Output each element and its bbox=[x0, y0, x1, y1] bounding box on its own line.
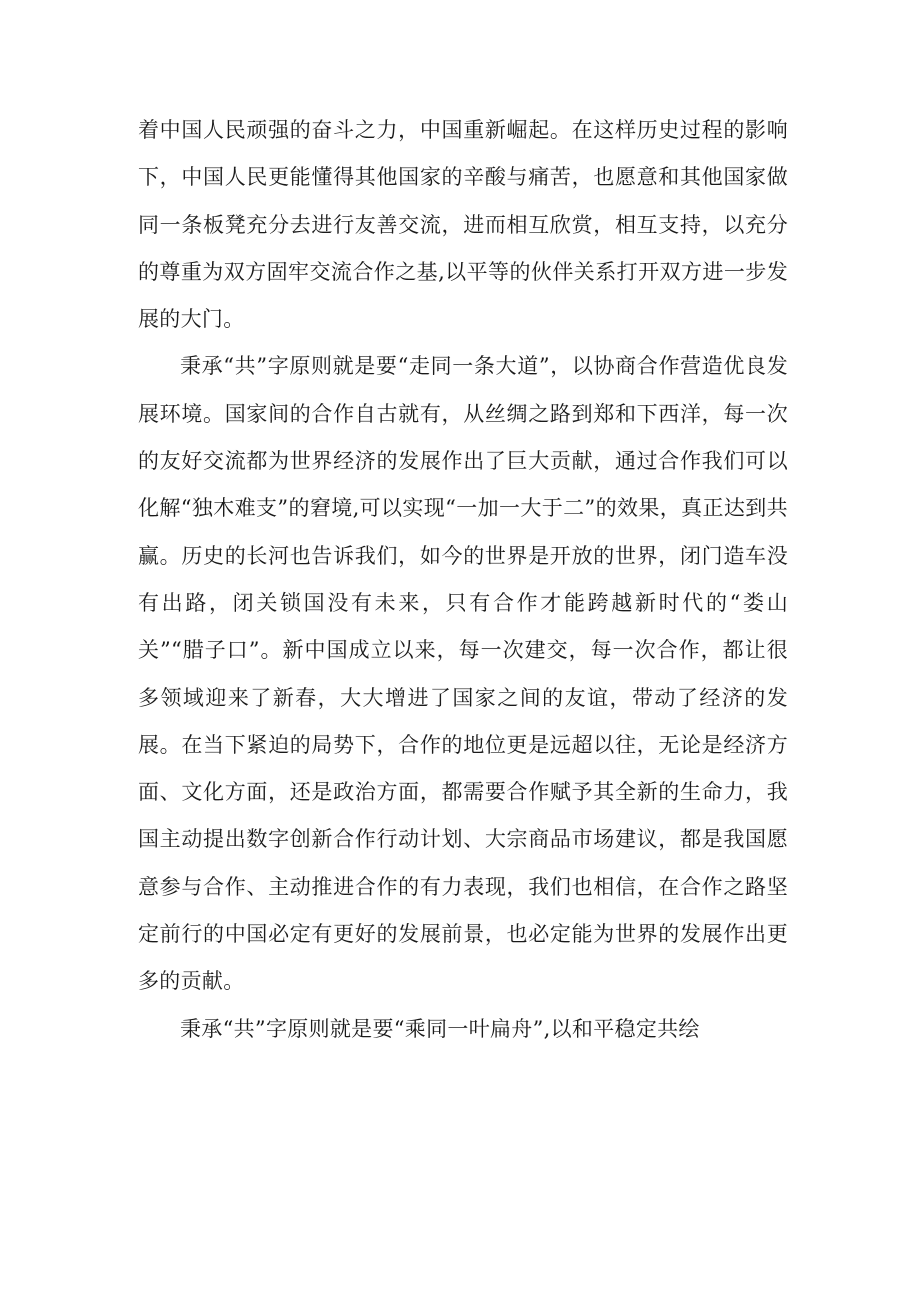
paragraph-same-boat: 秉承“共”字原则就是要“乘同一叶扁舟”,以和平稳定共绘 bbox=[180, 1016, 700, 1041]
paragraph-walk-same-road: 秉承“共”字原则就是要“走同一条大道”，以协商合作营造优良发展环境。国家间的合作自古就有，从丝绸之路到郑和下西洋，每一次的友好交流都为世界经济的发展作出了巨大贡献，通过合作我们可以化解“独木难支”的窘境,可以实现“一加一大于二”的效果，真正达到共赢。历史的长河也告诉我们，如今的世界是开放的世界，闭门造车没有出路，闭关锁国没有未来，只有合作才能跨越新时代的“娄山关”“腊子口”。新中国成立以来，每一次建交，每一次合作，都让很多领域迎来了新春，大大增进了国家之间的友谊，带动了经济的发展。在当下紧迫的局势下，合作的地位更是远超以往，无论是经济方面、文化方面，还是政治方面，都需要合作赋予其全新的生命力，我国主动提出数字创新合作行动计划、大宗商品市场建议，都是我国愿意参与合作、主动推进合作的有力表现，我们也相信，在合作之路坚定前行的中国必定有更好的发展前景，也必定能为世界的发展作出更多的贡献。 bbox=[138, 354, 788, 994]
paragraph-continuation: 着中国人民顽强的奋斗之力，中国重新崛起。在这样历史过程的影响下，中国人民更能懂得其他国家的辛酸与痛苦，也愿意和其他国家做同一条板凳充分去进行友善交流，进而相互欣赏，相互支持，以充分的尊重为双方固牢交流合作之基,以平等的伙伴关系打开双方进一步发展的大门。 bbox=[138, 118, 788, 332]
document-body bbox=[138, 107, 788, 1053]
